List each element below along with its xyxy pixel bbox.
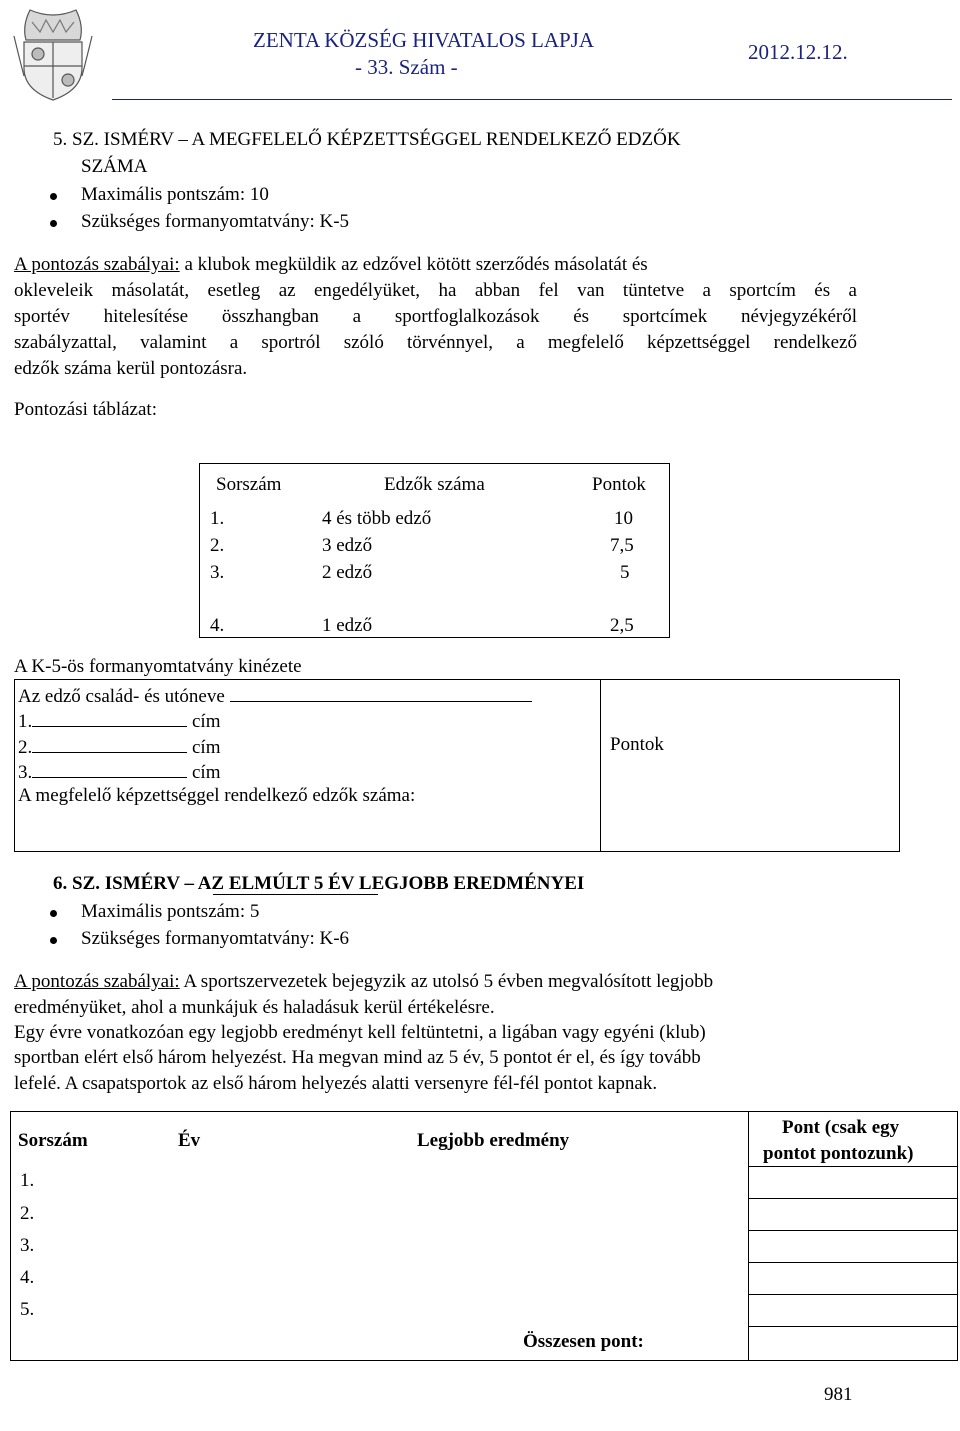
form-k5-points-box [600,679,900,852]
bullet-form: Szükséges formanyomtatvány: K-6 [81,928,350,949]
table-row-divider [748,1294,958,1295]
rules-line: edzők száma kerül pontozásra. [14,358,248,379]
rules-line: lefelé. A csapatsportok az első három helyezés alatti versenyre fél-fél pontot kapnak. [14,1073,658,1094]
rules-paragraph-line [14,254,857,276]
table-header: Pont (csak egy [782,1117,900,1138]
table-row-divider [748,1326,958,1327]
table-header: pontot pontozunk) [763,1143,914,1164]
table-column-divider [748,1111,749,1361]
table-row-number: 1. [20,1170,35,1191]
rules-line: Egy évre vonatkozóan egy legjobb eredményt kell feltüntetni, a ligában vagy egyéni (klub) [14,1022,706,1043]
section-5-title-cont: SZÁMA [81,156,148,177]
table-cell: 4. [210,615,225,636]
publication-title: ZENTA KÖZSÉG HIVATALOS LAPJA [253,28,595,52]
bullet-max-points: Maximális pontszám: 5 [81,901,260,922]
table-cell: 5 [620,562,630,583]
page-number: 981 [824,1384,853,1405]
form-item-suffix: cím [192,762,221,783]
rules-label: A pontozás szabályai: [14,971,180,992]
table-cell: 1. [210,508,225,529]
table-row-divider [748,1230,958,1231]
table-row-number: 4. [20,1267,35,1288]
name-blank-field [230,683,532,702]
form-points-label: Pontok [610,734,664,755]
rules-line: sportban elért első három helyezést. Ha megvan mind az 5 év, 5 pontot ér el, és így tovább [14,1047,701,1068]
section-6-title-text: 6. SZ. ISMÉRV – AZ ELMÚLT 5 ÉV LEGJOBB EREDMÉNYEI [53,873,585,894]
form-item-number: 3. [18,762,33,783]
publication-date: 2012.12.12. [748,40,848,64]
form-name-row [18,683,532,708]
header-divider [112,99,952,100]
rules-line: okleveleik másolatát, esetleg az engedélyüket, ha abban fel van tüntetve a sportcím és a [14,280,857,301]
table-cell: 3. [210,562,225,583]
form-item-suffix: cím [192,737,221,758]
table-cell: 2 edző [322,562,373,583]
table-row-divider [748,1262,958,1263]
issue-number: - 33. Szám - [355,55,458,79]
form-item-row [18,734,221,759]
rules-line: szabályzattal, valamint a sportról szóló törvénnyel, a megfelelő képzettséggel rendelkező [14,332,857,353]
rules-text: A sportszervezetek bejegyzik az utolsó 5 évben megvalósított legjobb [179,971,714,992]
form-item-row [18,708,221,733]
table-caption: Pontozási táblázat: [14,399,157,420]
item-blank-field [32,734,187,753]
section-6-title-underline [213,894,378,895]
table-header: Év [178,1130,201,1151]
table-row-number: 3. [20,1235,35,1256]
table-cell: 4 és több edző [322,508,432,529]
table-row-number: 2. [20,1203,35,1224]
form-name-label: Az edző család- és utóneve [18,686,225,707]
form-title: A K-5-ös formanyomtatvány kinézete [14,656,302,677]
table-cell: 2. [210,535,225,556]
table-header: Legjobb eredmény [417,1130,570,1151]
form-item-number: 2. [18,737,33,758]
section-5-title: 5. SZ. ISMÉRV – A MEGFELELŐ KÉPZETTSÉGGEL RENDELKEZŐ EDZŐK [53,129,681,150]
table-row-divider [748,1198,958,1199]
table-header: Edzők száma [384,474,485,495]
section-6-title [53,873,584,895]
total-points-label: Összesen pont: [523,1331,644,1352]
form-item-number: 1. [18,711,33,732]
form-item-row [18,759,221,784]
rules-line: sportév hitelesítése összhangban a sportfoglalkozások és sportcímek névjegyzékéről [14,306,857,327]
item-blank-field [32,708,187,727]
coat-of-arms-logo [10,6,96,102]
rules-paragraph-line [14,971,713,993]
table-cell: 10 [614,508,633,529]
table-header: Sorszám [18,1130,88,1151]
rules-text: a klubok megküldik az edzővel kötött szerződés másolatát és [179,254,648,275]
rules-label: A pontozás szabályai: [14,254,180,275]
table-row-divider [748,1166,958,1167]
bullet-max-points: Maximális pontszám: 10 [81,184,269,205]
bullet-form: Szükséges formanyomtatvány: K-5 [81,211,350,232]
table-cell: 7,5 [610,535,634,556]
table-cell: 3 edző [322,535,373,556]
table-cell: 2,5 [610,615,634,636]
item-blank-field [32,759,187,778]
form-item-suffix: cím [192,711,221,732]
table-header: Sorszám [216,474,282,495]
table-row-number: 5. [20,1299,35,1320]
table-cell: 1 edző [322,615,373,636]
form-count-label: A megfelelő képzettséggel rendelkező edzők száma: [18,785,416,806]
rules-line: eredményüket, ahol a munkájuk és haladásuk kerül értékelésre. [14,997,495,1018]
table-header: Pontok [592,474,646,495]
